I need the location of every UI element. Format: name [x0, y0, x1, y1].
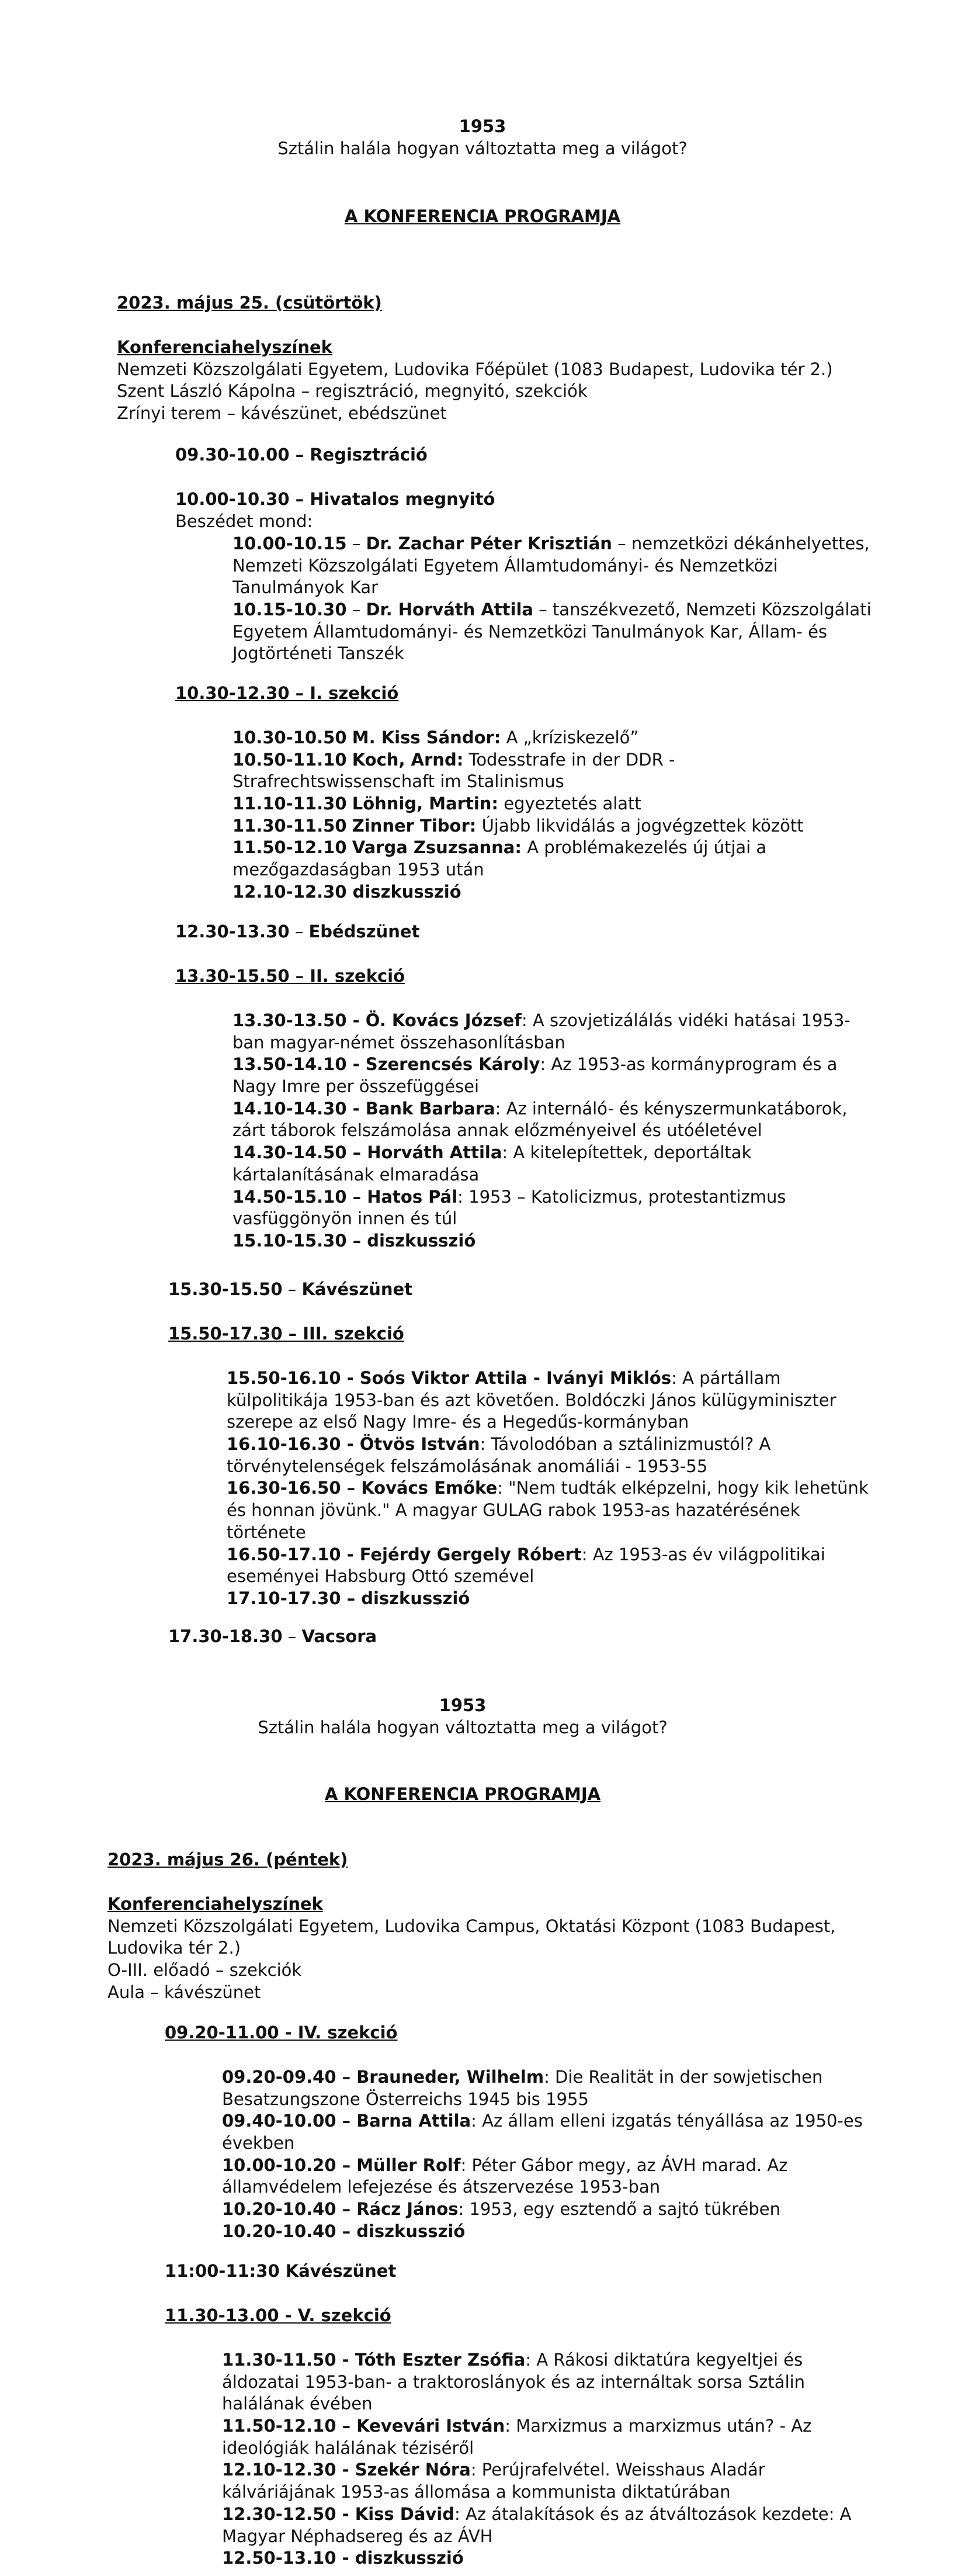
speech-text: – tanszékvezető, Nemzeti Közszolgálati Egyetem Államtudományi- és Nemzetközi Tanulmányok Kar, Állam- és Jogtörténeti Tanszék	[232, 600, 872, 664]
list-item: 09.40-10.00 – Barna Attila: Az állam elleni izgatás tényállása az 1950-es években	[222, 2111, 863, 2153]
day2-venue	[107, 1893, 835, 2003]
list-item: 16.30-16.50 – Kovács Emőke: "Nem tudták elképzelni, hogy kik lehetünk és honnan jövünk." A magyar GULAG rabok 1953-as hazatérésének története	[227, 1478, 869, 1542]
day1-year: 1953	[459, 116, 506, 136]
day1-opening: 10.00-10.30 – Hivatalos megnyitó	[175, 489, 495, 509]
list-item: 13.50-14.10 - Szerencsés Károly: Az 1953-as kormányprogram és a Nagy Imre per összefüggései	[232, 1054, 838, 1097]
day1-venue-line: Zrínyi terem – kávészünet, ebédszünet	[117, 403, 447, 424]
list-item: 12.30-12.50 - Kiss Dávid: Az átalakítások és az átváltozások kezdete: A Magyar Néphadsereg és az ÁVH	[222, 2504, 852, 2546]
list-item: 14.10-14.30 - Bank Barbara: Az internáló- és kényszermunkatáborok, zárt táborok felszámolása annak előzményeivel és utóéletével	[232, 1098, 848, 1141]
list-item: 14.30-14.50 – Horváth Attila: A kitelepítettek, deportáltak kártalanításának elmaradása	[232, 1142, 752, 1185]
list-item: 10.30-10.50 M. Kiss Sándor: A „kríziskezelő”	[232, 728, 639, 747]
section4-title: 09.20-11.00 - IV. szekció	[165, 2023, 398, 2042]
day2-venue-line: O-III. előadó – szekciók	[107, 1960, 302, 1981]
list-item: 11.30-11.50 Zinner Tibor: Újabb likvidálás a jogvégzettek között	[232, 815, 804, 836]
speech-item: 10.15-10.30 – Dr. Horváth Attila – tanszékvezető, Nemzeti Közszolgálati Egyetem Államtudományi- és Nemzetközi Tanulmányok Kar, Állam- és Jogtörténeti Tanszék	[232, 600, 872, 664]
day1-venue	[117, 337, 833, 425]
speech-time: 10.15-10.30	[232, 600, 347, 620]
day2-coffee-break: 11:00-11:30 Kávészünet	[165, 2261, 397, 2281]
coffee-break: 15.30-15.50 – Kávészünet	[168, 1279, 413, 1299]
list-item: 13.30-13.50 - Ö. Kovács József: A szovjetizálálás vidéki hatásai 1953-ban magyar-német összehasonlításban	[232, 1010, 851, 1052]
section5-list	[222, 2349, 870, 2570]
list-item: 10.20-10.40 – diszkusszió	[222, 2221, 466, 2241]
speaker-name: Dr. Horváth Attila	[366, 600, 533, 620]
list-item: 10.20-10.40 – Rácz János: 1953, egy esztendő a sajtó tükrében	[222, 2199, 781, 2220]
day2-subtitle: Sztálin halála hogyan változtatta meg a világot?	[258, 1718, 668, 1737]
day1-venue-heading: Konferenciahelyszínek	[117, 337, 332, 357]
section1-list	[232, 727, 881, 903]
day2-venue-line: Ludovika tér 2.)	[107, 1938, 241, 1958]
list-item: 12.10-12.30 - Szekér Nóra: Perújrafelvétel. Weisshaus Aladár kálváriájának 1953-as állomása a kommunista diktatúrában	[222, 2460, 765, 2502]
list-item: 11.30-11.50 - Tóth Eszter Zsófia: A Rákosi diktatúra kegyeltjei és áldozatai 1953-ban- a traktoroslányok és az internáltak sorsa Sztálin halálának évében	[222, 2350, 806, 2414]
day2-date: 2023. május 26. (péntek)	[107, 1850, 348, 1869]
lunch-break: 12.30-13.30 – Ebédszünet	[175, 922, 420, 941]
speech-time: 10.00-10.15	[232, 534, 347, 553]
day2-venue-line: Nemzeti Közszolgálati Egyetem, Ludovika Campus, Oktatási Központ (1083 Budapest,	[107, 1916, 836, 1936]
day1-speeches	[232, 533, 881, 665]
day2-venue-heading: Konferenciahelyszínek	[107, 1894, 323, 1914]
list-item: 14.50-15.10 – Hatos Pál: 1953 – Katolicizmus, protestantizmus vasfüggönyön innen és túl	[232, 1186, 786, 1229]
dinner: 17.30-18.30 – Vacsora	[168, 1626, 377, 1646]
section1-title: 10.30-12.30 – I. szekció	[175, 683, 399, 703]
section2-list	[232, 1010, 881, 1252]
section3-list	[227, 1367, 875, 1610]
list-item: 11.50-12.10 Varga Zsuzsanna: A problémakezelés új útjai a mezőgazdaságban 1953 után	[232, 837, 767, 880]
list-item: 11.50-12.10 – Kevevári István: Marxizmus a marxizmus után? - Az ideológiák halálának téziséről	[222, 2416, 812, 2458]
day1-speeches-label: Beszédet mond:	[175, 511, 313, 531]
day1-program-title: A KONFERENCIA PROGRAMJA	[344, 206, 621, 226]
list-item: 12.50-13.10 - diszkusszió	[222, 2548, 464, 2568]
day2-program-title: A KONFERENCIA PROGRAMJA	[324, 1784, 601, 1804]
list-item: 15.10-15.30 – diszkusszió	[232, 1230, 476, 1251]
list-item: 09.20-09.40 – Brauneder, Wilhelm: Die Realität in der sowjetischen Besatzungszone Österreichs 1945 bis 1955	[222, 2067, 823, 2109]
section2-title: 13.30-15.50 – II. szekció	[175, 966, 405, 986]
day1-registration: 09.30-10.00 – Regisztráció	[175, 445, 428, 465]
list-item: 12.10-12.30 diszkusszió	[232, 881, 461, 902]
list-item: 17.10-17.30 – diszkusszió	[227, 1588, 470, 1608]
section4-list	[222, 2066, 870, 2243]
list-item: 10.50-11.10 Koch, Arnd: Todesstrafe in der DDR - Strafrechtswissenschaft im Stalinismus	[232, 749, 675, 792]
list-item: 11.10-11.30 Löhnig, Martin: egyeztetés alatt	[232, 794, 641, 814]
list-item: 16.10-16.30 - Ötvös István: Távolodóban a sztálinizmustól? A törvénytelenségek felszámolásának anomáliái - 1953-55	[227, 1434, 771, 1476]
list-item: 16.50-17.10 - Fejérdy Gergely Róbert: Az 1953-as év világpolitikai eseményei Habsburg Ottó szemével	[227, 1544, 825, 1587]
speech-item: 10.00-10.15 – Dr. Zachar Péter Krisztián – nemzetközi dékánhelyettes, Nemzeti Közszolgálati Egyetem Államtudományi- és Nemzetközi Tanulmányok Kar	[232, 534, 870, 598]
section5-title: 11.30-13.00 - V. szekció	[165, 2305, 391, 2325]
day1-venue-line: Nemzeti Közszolgálati Egyetem, Ludovika Főépület (1083 Budapest, Ludovika tér 2.)	[117, 359, 833, 379]
day2-venue-line: Aula – kávészünet	[107, 1982, 261, 2002]
section3-title: 15.50-17.30 – III. szekció	[168, 1324, 404, 1344]
speech-text: – nemzetközi dékánhelyettes, Nemzeti Közszolgálati Egyetem Államtudományi- és Nemzetközi Tanulmányok Kar	[232, 534, 870, 598]
list-item: 15.50-16.10 - Soós Viktor Attila - Iványi Miklós: A pártállam külpolitikája 1953-ban és azt követően. Boldóczki János külügyminiszter szerepe az első Nagy Imre- és a Hegedűs-kormányban	[227, 1368, 836, 1432]
day2-year: 1953	[439, 1695, 487, 1715]
day1-date: 2023. május 25. (csütörtök)	[117, 293, 382, 313]
day1-venue-line: Szent László Kápolna – regisztráció, megnyitó, szekciók	[117, 381, 588, 401]
list-item: 10.00-10.20 – Müller Rolf: Péter Gábor megy, az ÁVH marad. Az államvédelem lefejezése és átszervezése 1953-ban	[222, 2155, 788, 2197]
day1-subtitle: Sztálin halála hogyan változtatta meg a világot?	[277, 139, 688, 158]
speaker-name: Dr. Zachar Péter Krisztián	[366, 534, 612, 553]
